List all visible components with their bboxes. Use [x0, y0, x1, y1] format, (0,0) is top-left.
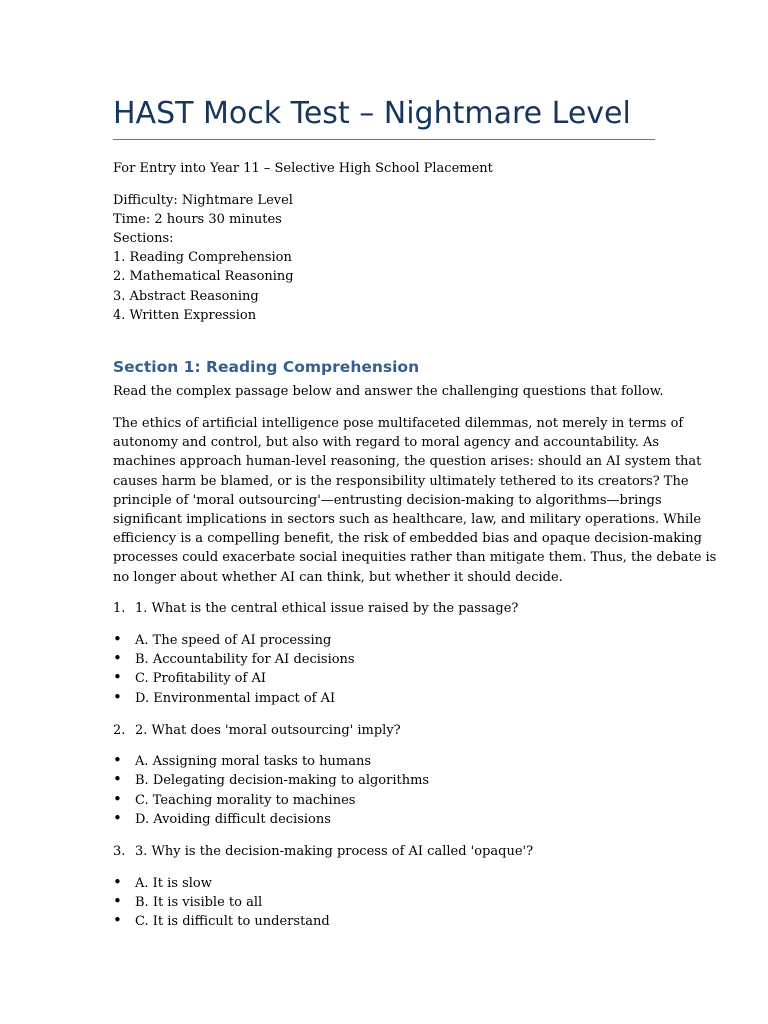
bullet-icon: • [113, 630, 122, 648]
option-label: C. Teaching morality to machines [135, 793, 356, 808]
bullet-icon: • [113, 892, 122, 910]
question-number: 2. [113, 723, 126, 738]
bullet-icon: • [113, 688, 122, 706]
reading-passage [113, 414, 717, 587]
bullet-icon: • [113, 873, 122, 891]
bullet-icon: • [113, 770, 122, 788]
answer-option[interactable] [113, 752, 371, 771]
document-title: HAST Mock Test – Nightmare Level [113, 96, 631, 131]
bullet-icon: • [113, 809, 122, 827]
subtitle: For Entry into Year 11 – Selective High School Placement [113, 161, 493, 176]
question-1 [113, 599, 518, 618]
answer-option[interactable] [113, 912, 330, 931]
option-label: A. It is slow [135, 876, 212, 891]
option-label: D. Environmental impact of AI [135, 691, 336, 706]
passage-line: The ethics of artificial intelligence pose multifaceted dilemmas, not merely in terms of [113, 416, 684, 431]
passage-line: causes harm be blamed, or is the responsibility ultimately tethered to its creators? The [113, 473, 689, 489]
passage-line: efficiency is a compelling benefit, the risk of embedded bias and opaque decision-making [113, 531, 702, 547]
bullet-icon: • [113, 911, 122, 929]
difficulty-line: Difficulty: Nightmare Level [113, 193, 293, 208]
title-underline [113, 139, 655, 140]
passage-line: principle of 'moral outsourcing'—entrusting decision-making to algorithms—brings [113, 492, 662, 508]
question-3 [113, 842, 533, 861]
option-label: B. It is visible to all [135, 895, 263, 910]
question-number: 1. [113, 601, 126, 616]
answer-option[interactable] [113, 893, 262, 912]
question-text: 2. What does 'moral outsourcing' imply? [135, 723, 401, 738]
question-2 [113, 721, 401, 740]
option-label: A. Assigning moral tasks to humans [135, 754, 372, 769]
bullet-icon: • [113, 790, 122, 808]
passage-line: machines approach human-level reasoning, the question arises: should an AI system that [113, 454, 702, 470]
answer-option[interactable] [113, 650, 355, 669]
section-instruction: Read the complex passage below and answer the challenging questions that follow. [113, 384, 664, 399]
option-label: B. Accountability for AI decisions [135, 652, 355, 667]
section-list-item: 2. Mathematical Reasoning [113, 269, 294, 284]
passage-line: processes could exacerbate social inequities rather than mitigate them. Thus, the debate is [113, 550, 717, 566]
option-label: B. Delegating decision-making to algorithms [135, 773, 430, 788]
bullet-icon: • [113, 668, 122, 686]
answer-option[interactable] [113, 810, 331, 829]
answer-option[interactable] [113, 874, 212, 893]
bullet-icon: • [113, 649, 122, 667]
question-text: 3. Why is the decision-making process of AI called 'opaque'? [135, 844, 534, 859]
bullet-icon: • [113, 751, 122, 769]
passage-line: autonomy and control, but also with regard to moral agency and accountability. As [113, 435, 660, 451]
option-label: D. Avoiding difficult decisions [135, 812, 331, 827]
answer-option[interactable] [113, 669, 266, 688]
answer-option[interactable] [113, 791, 355, 810]
answer-option[interactable] [113, 631, 331, 650]
option-label: C. It is difficult to understand [135, 914, 330, 929]
passage-line: no longer about whether AI can think, but whether it should decide. [113, 569, 563, 585]
section-1-heading: Section 1: Reading Comprehension [113, 358, 420, 376]
option-label: C. Profitability of AI [135, 671, 266, 686]
passage-line: significant implications in sectors such as healthcare, law, and military operations. While [113, 512, 702, 528]
answer-option[interactable] [113, 689, 335, 708]
option-label: A. The speed of AI processing [135, 633, 332, 648]
sections-label: Sections: [113, 231, 174, 246]
section-list-item: 4. Written Expression [113, 308, 257, 323]
answer-option[interactable] [113, 771, 429, 790]
section-list-item: 3. Abstract Reasoning [113, 289, 259, 304]
time-line: Time: 2 hours 30 minutes [113, 212, 282, 227]
section-list-item: 1. Reading Comprehension [113, 250, 292, 265]
question-number: 3. [113, 844, 126, 859]
question-text: 1. What is the central ethical issue raised by the passage? [135, 601, 519, 616]
